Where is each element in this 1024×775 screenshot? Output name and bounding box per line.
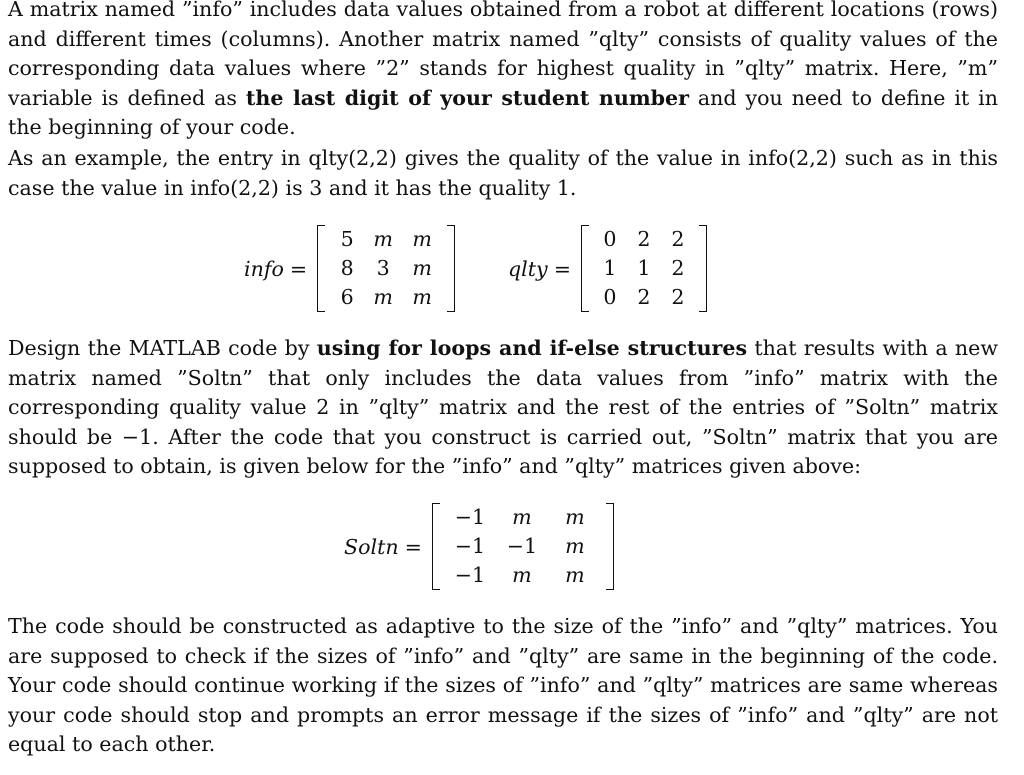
right-bracket [699,225,707,312]
example-text: As an example, the entry in qlty(2,2) gives the quality of the value in info(2,2) such as in this case the value in info(2,2) is 3 and it has the quality 1. [8,146,998,200]
soltn-matrix-cell: m [512,563,532,587]
left-bracket [317,225,325,312]
soltn-matrix [432,503,614,590]
qlty-label: qlty [508,256,548,281]
info-matrix-cell: m [412,227,432,251]
info-matrix-cell: m [373,285,393,309]
right-bracket [606,503,614,590]
qlty-matrix-cell: 0 [603,285,617,309]
qlty-matrix-cell: 2 [637,285,651,309]
example-paragraph [8,144,998,203]
qlty-matrix-cell: 2 [671,285,685,309]
left-bracket [581,225,589,312]
soltn-matrix-grid [440,503,606,590]
soltn-matrix-cell: m [512,505,532,529]
info-equation [244,225,455,312]
info-matrix-cell: 8 [340,256,354,280]
soltn-matrix-cell: m [565,563,585,587]
intro-text: A matrix named ”info” includes data values obtained from a robot at different locations (rows) and different times (columns). Another matrix named ”qlty” consists of quality values of the corresponding data values where ”2” stands for highest quality in ”qlty” matrix. Here, ”m” variable is defined as [8,0,998,110]
right-bracket [447,225,455,312]
qlty-matrix-cell: 2 [671,256,685,280]
closing-text: The code should be constructed as adaptive to the size of the ”info” and ”qlty” matrices. You are supposed to check if the sizes of ”info” and ”qlty” are same in the beginning of the code. Your code should continue working if the sizes of ”info” and ”qlty” matrices are same whereas your code should stop and prompts an error message if the sizes of ”info” and ”qlty” are not equal to each other. [8,614,998,757]
equals-sign: = [289,256,308,281]
info-matrix-cell: m [412,256,432,280]
qlty-matrix-cell: 0 [603,227,617,251]
qlty-matrix-cell: 1 [637,256,651,280]
soltn-matrix-cell: −1 [454,505,486,529]
soltn-equation [344,503,614,590]
soltn-matrix-cell: −1 [454,563,486,587]
qlty-equation [508,225,707,312]
qlty-matrix-cell: 2 [671,227,685,251]
equals-sign: = [404,534,422,559]
qlty-matrix-cell: 1 [603,256,617,280]
intro-bold-text: the last digit of your student number [245,85,689,110]
left-bracket [432,503,440,590]
task-paragraph [8,334,998,482]
intro-text-end: and you need to define it in the beginning of your code. [8,85,998,140]
soltn-matrix-cell: −1 [454,534,486,558]
closing-paragraph [8,612,998,760]
task-text-end: that results with a new matrix named ”Soltn” that only includes the data values from ”info” matrix with the corresponding quality value 2 in ”qlty” matrix and the rest of the entries of ”Soltn” matrix should be −1. After the code that you construct is carried out, ”Soltn” matrix that you are supposed to obtain, is given below for the ”info” and ”qlty” matrices given above: [8,336,998,479]
qlty-matrix [581,225,707,312]
task-text: Design the MATLAB code by [8,336,317,360]
info-matrix-cell: 3 [376,256,390,280]
qlty-matrix-cell: 2 [637,227,651,251]
info-matrix-cell: m [412,285,432,309]
info-matrix [317,225,455,312]
info-matrix-grid [325,225,447,312]
info-matrix-cell: 6 [340,285,354,309]
info-label: info [244,256,284,281]
intro-paragraph [8,0,998,143]
qlty-matrix-grid [589,225,699,312]
soltn-matrix-cell: m [565,505,585,529]
soltn-matrix-cell: −1 [506,534,538,558]
soltn-matrix-cell: m [565,534,585,558]
equals-sign: = [553,256,571,281]
info-matrix-cell: m [373,227,393,251]
task-bold-text: using for loops and if-else structures [316,336,748,360]
info-matrix-cell: 5 [340,227,354,251]
soltn-label: Soltn [344,534,399,559]
